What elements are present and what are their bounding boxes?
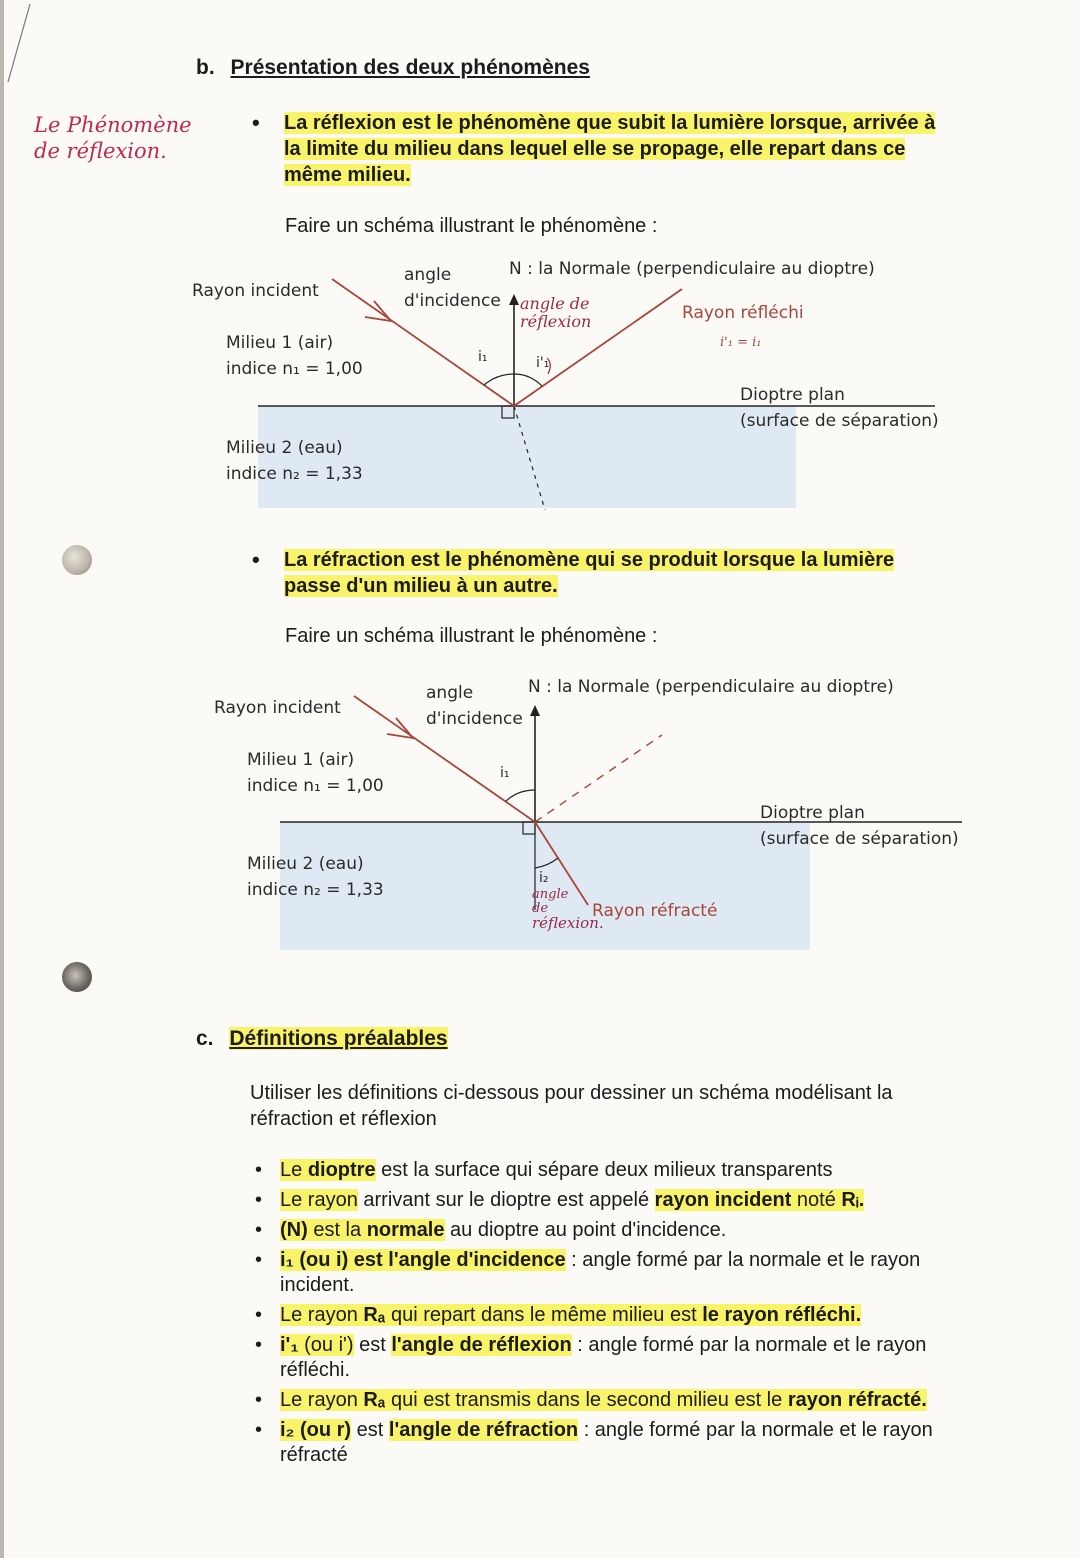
d1-milieu1-name: Milieu 1 (air)	[226, 333, 334, 353]
d1-dioptre-name: Dioptre plan	[740, 385, 845, 405]
d2-dioptre-desc: (surface de séparation)	[760, 829, 959, 849]
definition-text: i₂ (ou r)	[280, 1419, 352, 1441]
d2-incidence-word: d'incidence	[426, 709, 523, 729]
definition-text: est	[353, 1334, 392, 1356]
d2-milieu2	[247, 851, 384, 903]
d1-i1: i₁	[478, 349, 488, 365]
definition-item	[255, 1218, 995, 1243]
definition-text: dioptre	[307, 1159, 376, 1181]
d2-hand-line1: angle	[532, 887, 569, 902]
definition-text: est la	[307, 1219, 367, 1241]
d2-dioptre	[760, 800, 959, 852]
definition-text: le rayon réfléchi.	[702, 1304, 862, 1326]
d2-hand-line2: de	[532, 901, 549, 916]
definition-text: noté	[791, 1189, 842, 1211]
d1-milieu2-name: Milieu 2 (eau)	[226, 438, 343, 458]
binder-hole-bottom	[62, 962, 92, 992]
definition-text: est la surface qui sépare deux milieux transparents	[375, 1159, 833, 1181]
definition-text: Le rayon	[280, 1189, 358, 1211]
definition-item	[255, 1158, 995, 1183]
definition-text: : angle formé par la normale et le rayon réfracté	[280, 1419, 933, 1466]
d1-hand-line2: réflexion	[520, 312, 592, 331]
definition-text: Rₐ	[363, 1389, 386, 1411]
definition-text: est	[351, 1419, 389, 1441]
reflexion-def-line3: même milieu.	[284, 164, 411, 186]
reflexion-def-line2: la limite du milieu dans lequel elle se propage, elle repart dans ce	[284, 138, 906, 160]
margin-note-line1: Le Phénomène	[34, 113, 192, 137]
d1-milieu1-indice: indice n₁ = 1,00	[226, 359, 363, 379]
definition-text: arrivant sur le dioptre est appelé	[357, 1189, 655, 1211]
definition-item	[255, 1418, 995, 1468]
instruction-2: Faire un schéma illustrant le phénomène :	[285, 625, 658, 647]
d2-angle-word: angle	[426, 683, 474, 703]
d2-milieu1	[247, 747, 384, 799]
definition-text: l'angle de réfraction	[388, 1419, 579, 1441]
d2-angle-incidence	[426, 680, 523, 732]
intro-line1: Utiliser les définitions ci-dessous pour dessiner un schéma modélisant la	[250, 1082, 893, 1104]
margin-note-line2: de réflexion.	[34, 139, 167, 163]
definition-text: Le rayon	[280, 1389, 364, 1411]
d2-i2: i₂	[539, 870, 549, 886]
d1-milieu2-indice: indice n₂ = 1,33	[226, 464, 363, 484]
definition-text: : angle formé par la normale et le rayon incident.	[280, 1249, 921, 1296]
d1-dioptre-desc: (surface de séparation)	[740, 411, 939, 431]
d2-milieu2-name: Milieu 2 (eau)	[247, 854, 364, 874]
section-c-label: c.	[196, 1027, 214, 1050]
definition-text: rayon réfracté.	[787, 1389, 927, 1411]
definition-text: l'angle de réflexion	[391, 1334, 572, 1356]
intro-line2: réfraction et réflexion	[250, 1108, 437, 1130]
instruction-1: Faire un schéma illustrant le phénomène :	[285, 215, 658, 237]
d1-angle-word: angle	[404, 265, 452, 285]
d2-normale: N : la Normale (perpendiculaire au dioptre)	[528, 677, 894, 697]
normal-arrowhead-2	[530, 705, 540, 716]
d1-i1p: i'₁	[536, 355, 550, 371]
arc-i1-2	[506, 790, 535, 801]
definition-text: Le	[280, 1159, 308, 1181]
d1-rayon-incident: Rayon incident	[192, 281, 319, 301]
d1-normale: N : la Normale (perpendiculaire au dioptre)	[509, 259, 875, 279]
reflexion-def-line1: La réflexion est le phénomène que subit la lumière lorsque, arrivée à	[284, 112, 936, 134]
d2-milieu1-indice: indice n₁ = 1,00	[247, 776, 384, 796]
d1-rayon-reflechi: Rayon réfléchi	[682, 303, 804, 323]
definition-text: : angle formé par la normale et le rayon réfléchi.	[280, 1334, 927, 1381]
definition-item	[255, 1333, 995, 1383]
bullet-refraction: •	[252, 547, 260, 572]
bullet-reflexion: •	[252, 110, 260, 135]
d1-hand-line1: angle de	[520, 294, 590, 313]
refraction-def-line1: La réfraction est le phénomène qui se produit lorsque la lumière	[284, 549, 895, 571]
d2-i1: i₁	[500, 765, 510, 781]
definition-text: (N)	[280, 1219, 308, 1241]
definition-text: qui est transmis dans le second milieu est le	[385, 1389, 788, 1411]
definition-text: normale	[366, 1219, 445, 1241]
d2-rayon-refracte: Rayon réfracté	[592, 901, 718, 921]
d2-hand-line3: réflexion.	[532, 914, 604, 932]
definition-item	[255, 1188, 995, 1213]
section-b-title: Présentation des deux phénomènes	[230, 56, 590, 79]
definition-item	[255, 1303, 995, 1328]
definition-text: Le rayon	[280, 1304, 364, 1326]
d2-milieu1-name: Milieu 1 (air)	[247, 750, 355, 770]
definition-text: rayon incident	[654, 1189, 792, 1211]
definitions-list	[255, 1158, 995, 1473]
d1-incidence-word: d'incidence	[404, 291, 501, 311]
section-c-heading	[196, 1027, 448, 1051]
definition-text: Rₐ	[363, 1304, 386, 1326]
definition-item	[255, 1248, 995, 1298]
definition-text: i'₁	[280, 1334, 299, 1356]
definition-item	[255, 1388, 995, 1413]
d2-milieu2-indice: indice n₂ = 1,33	[247, 880, 384, 900]
d2-rayon-incident: Rayon incident	[214, 698, 341, 718]
d2-dioptre-name: Dioptre plan	[760, 803, 865, 823]
definition-text: (ou i')	[298, 1334, 354, 1356]
reflected-dashed-2	[535, 735, 662, 822]
section-b-label: b.	[196, 56, 215, 79]
definition-text: i₁ (ou i) est l'angle d'incidence	[280, 1249, 566, 1271]
refraction-def-line2: passe d'un milieu à un autre.	[284, 575, 558, 597]
d1-hand-equal: i'₁ = i₁	[720, 335, 762, 350]
definition-text: Rᵢ.	[841, 1189, 865, 1211]
section-c-intro	[250, 1080, 1010, 1132]
definition-text: qui repart dans le même milieu est	[385, 1304, 703, 1326]
section-c-title: Définitions préalables	[229, 1027, 448, 1050]
definition-text: au dioptre au point d'incidence.	[444, 1219, 727, 1241]
